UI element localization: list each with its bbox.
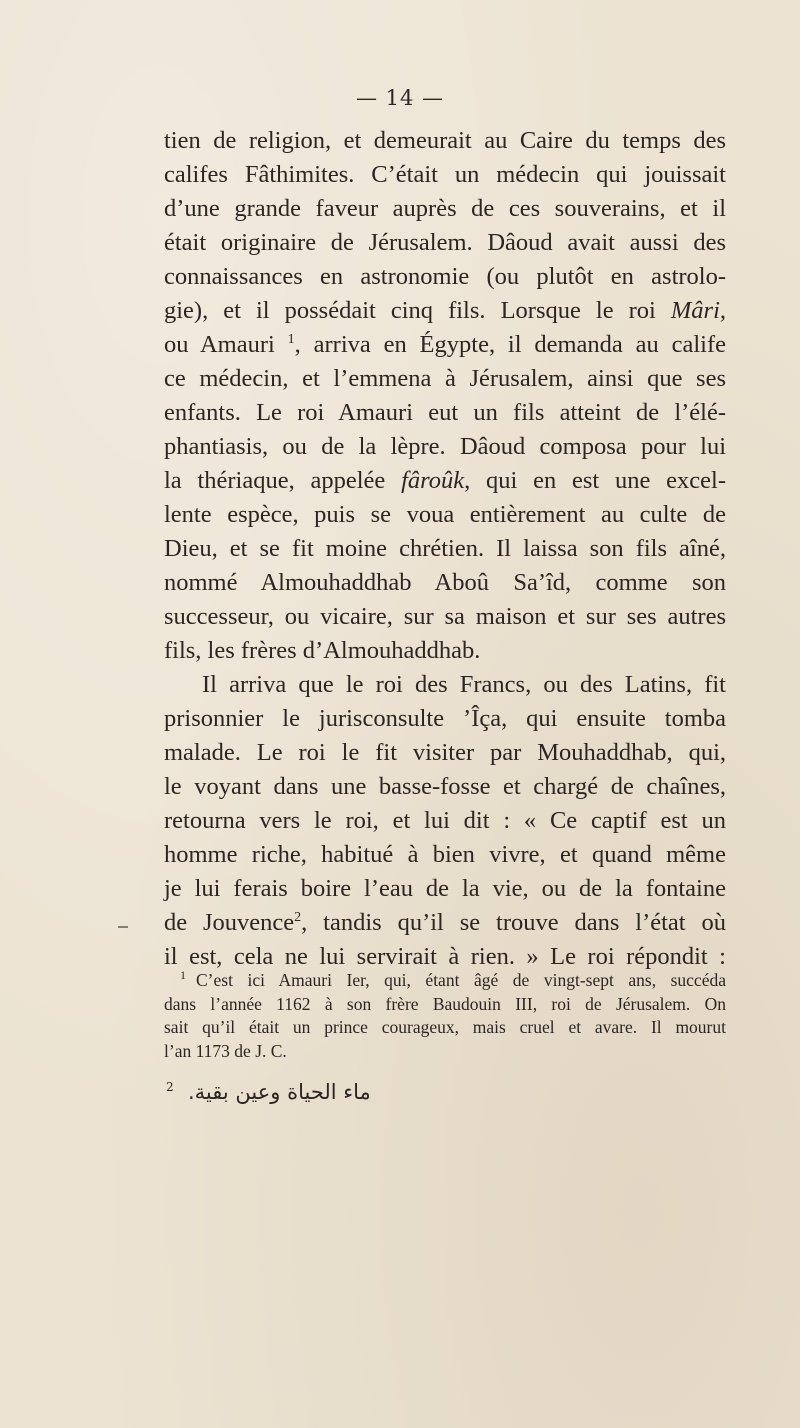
- italic-term: Mâri,: [670, 297, 726, 324]
- text-line: malade. Le roi le fit visiter par Mouhaddhab, qui,: [164, 739, 726, 766]
- footnote-2: [166, 1080, 371, 1104]
- text-fragment: la thériaque, appelée: [164, 467, 402, 494]
- text-line: phantiasis, ou de la lèpre. Dâoud composa pour lui: [164, 433, 726, 460]
- footnote-1-mark: 1: [180, 968, 186, 983]
- footnote-1-line: [164, 1016, 726, 1040]
- text-line: tien de religion, et demeurait au Caire du temps des: [164, 127, 726, 154]
- text-fragment: , arriva en Égypte, il demanda au calife: [294, 331, 726, 358]
- text-line: enfants. Le roi Amauri eut un fils atteint de l’élé-: [164, 399, 726, 426]
- text-line: lente espèce, puis se voua entièrement au culte de: [164, 501, 726, 528]
- footnote-1-text: dans l’année 1162 à son frère Baudouin III, roi de Jérusalem. On: [164, 993, 726, 1014]
- text-fragment: gie), et il possédait cinq fils. Lorsque le roi: [164, 297, 671, 324]
- footnote-2-mark: 2: [166, 1080, 174, 1095]
- text-line: [164, 906, 726, 940]
- text-line: retourna vers le roi, et lui dit : « Ce captif est un: [164, 807, 726, 834]
- text-fragment: , qui en est une excel-: [464, 467, 726, 494]
- footnote-1-line: [164, 1040, 726, 1064]
- text-fragment: ou Amauri: [164, 331, 288, 358]
- text-line: califes Fâthimites. C’était un médecin qui jouissait: [164, 161, 726, 188]
- text-line: successeur, ou vicaire, sur sa maison et sur ses autres: [164, 603, 726, 630]
- footnote-1-text: sait qu’il était un prince courageux, mais cruel et avare. Il mourut: [164, 1017, 726, 1037]
- text-line: le voyant dans une basse-fosse et chargé de chaînes,: [164, 773, 726, 800]
- text-line: [164, 464, 726, 498]
- text-line: était originaire de Jérusalem. Dâoud avait aussi des: [164, 229, 726, 256]
- text-line: il est, cela ne lui servirait à rien. » Le roi répondit :: [164, 943, 726, 970]
- text-line: nommé Almouhaddhab Aboû Sa’îd, comme son: [164, 569, 726, 596]
- footnotes: [164, 969, 726, 1063]
- text-line: [164, 294, 726, 328]
- text-line: Dieu, et se fit moine chrétien. Il laissa son fils aîné,: [164, 535, 726, 562]
- text-line: homme riche, habitué à bien vivre, et quand même: [164, 841, 726, 868]
- italic-term: fâroûk: [401, 467, 465, 494]
- margin-mark: [118, 926, 128, 928]
- footnote-1-text: C’est ici Amauri Ier, qui, étant âgé de vingt-sept ans, succéda: [196, 970, 726, 990]
- text-line: prisonnier le jurisconsulte ’Îça, qui ensuite tomba: [164, 705, 726, 732]
- text-fragment: , tandis qu’il se trouve dans l’état où: [301, 909, 726, 936]
- text-line: Il arriva que le roi des Francs, ou des Latins, fit: [202, 671, 726, 698]
- page-number: — 14 —: [355, 86, 445, 110]
- footnote-2-arabic: ماء الحياة وعين بقية.: [188, 1080, 371, 1104]
- text-line: d’une grande faveur auprès de ces souverains, et il: [164, 195, 726, 222]
- main-text: [164, 124, 726, 974]
- footnote-1-line: [164, 993, 726, 1017]
- text-fragment: de Jouvence: [164, 909, 295, 936]
- footnote-ref[interactable]: 2: [294, 909, 302, 925]
- footnote-1-line: [164, 969, 726, 993]
- footnote-ref[interactable]: 1: [287, 331, 295, 347]
- text-line: je lui ferais boire l’eau de la vie, ou de la fontaine: [164, 875, 726, 902]
- text-line: fils, les frères d’Almouhaddhab.: [164, 637, 481, 664]
- footnote-1-text: l’an 1173 de J. C.: [164, 1040, 287, 1061]
- text-line: connaissances en astronomie (ou plutôt en astrolo-: [164, 263, 726, 290]
- text-line: ce médecin, et l’emmena à Jérusalem, ainsi que ses: [164, 365, 726, 392]
- text-line: [164, 328, 726, 362]
